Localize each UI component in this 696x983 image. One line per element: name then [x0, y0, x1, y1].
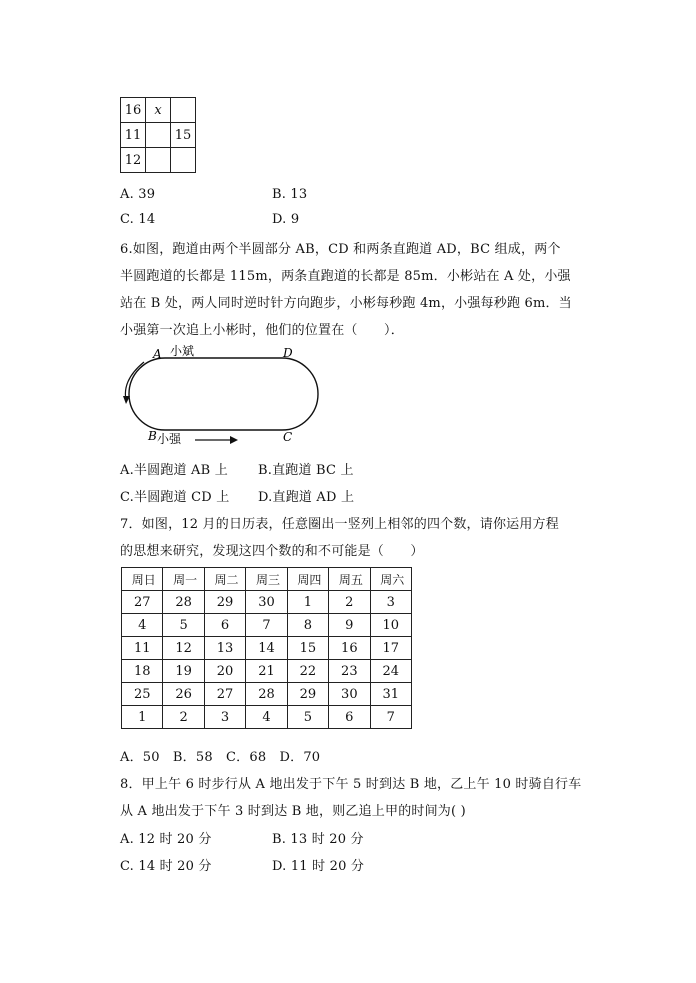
- calendar-day-cell: 25: [122, 683, 163, 706]
- calendar-day-cell: 7: [246, 614, 287, 637]
- track-figure: [110, 340, 330, 452]
- calendar-day-cell: 13: [204, 637, 245, 660]
- calendar-day-cell: 5: [163, 614, 204, 637]
- q8-line-1: 8．甲上午 6 时步行从 A 地出发于下午 5 时到达 B 地，乙上午 10 时骑自行车: [120, 777, 582, 792]
- calendar-day-cell: 2: [163, 706, 204, 729]
- calendar-day-cell: 9: [329, 614, 370, 637]
- calendar-day-cell: 17: [370, 637, 411, 660]
- calendar-day-cell: 15: [287, 637, 328, 660]
- magic-square-row: [121, 123, 196, 148]
- magic-square-body: [121, 98, 196, 173]
- right-arrowhead: [230, 436, 238, 444]
- calendar-day-cell: 29: [204, 591, 245, 614]
- q7-line-2: 的思想来研究，发现这四个数的和不可能是（ ）: [120, 544, 424, 559]
- runner-xiaobin-label: 小斌: [170, 344, 195, 358]
- q6-line-3: 站在 B 处，两人同时逆时针方向跑步，小彬每秒跑 4m，小强每秒跑 6m．当: [120, 296, 572, 311]
- calendar-day-cell: 30: [246, 591, 287, 614]
- calendar-day-cell: 4: [246, 706, 287, 729]
- calendar-weekday: 周二: [204, 568, 245, 591]
- calendar-day-cell: 18: [122, 660, 163, 683]
- magic-square-cell: 16: [121, 98, 146, 123]
- q6-option-b: B.直跑道 BC 上: [258, 463, 354, 478]
- q5-option-a: A. 39: [120, 187, 156, 202]
- calendar-weekday: 周日: [122, 568, 163, 591]
- calendar-day-cell: 1: [122, 706, 163, 729]
- q5-option-b: B. 13: [272, 187, 308, 202]
- calendar-day-cell: 11: [122, 637, 163, 660]
- calendar-day-cell: 3: [370, 591, 411, 614]
- calendar-week-row: [122, 637, 412, 660]
- point-c-label: C: [283, 430, 293, 444]
- calendar-day-cell: 21: [246, 660, 287, 683]
- calendar-day-cell: 28: [163, 591, 204, 614]
- magic-square-cell: 12: [121, 148, 146, 173]
- magic-square-row: [121, 148, 196, 173]
- magic-square-cell: [171, 148, 196, 173]
- calendar-weekday: 周六: [370, 568, 411, 591]
- calendar-day-cell: 14: [246, 637, 287, 660]
- calendar-weekday: 周一: [163, 568, 204, 591]
- calendar-week-row: [122, 591, 412, 614]
- december-calendar: [121, 567, 412, 729]
- calendar-weekday: 周三: [246, 568, 287, 591]
- calendar-week-row: [122, 706, 412, 729]
- magic-square-cell: 15: [171, 123, 196, 148]
- calendar-header: [122, 568, 412, 591]
- q8-option-b: B. 13 时 20 分: [272, 832, 364, 847]
- calendar-weekday: 周四: [287, 568, 328, 591]
- calendar-day-cell: 23: [329, 660, 370, 683]
- calendar-day-cell: 6: [329, 706, 370, 729]
- calendar-day-cell: 19: [163, 660, 204, 683]
- q7-line-1: 7．如图，12 月的日历表，任意圈出一竖列上相邻的四个数，请你运用方程: [120, 517, 559, 532]
- calendar-day-cell: 31: [370, 683, 411, 706]
- calendar-day-cell: 26: [163, 683, 204, 706]
- calendar-week-row: [122, 660, 412, 683]
- calendar-body: [122, 591, 412, 729]
- point-a-label: A: [153, 347, 162, 361]
- calendar-day-cell: 3: [204, 706, 245, 729]
- calendar-day-cell: 27: [204, 683, 245, 706]
- q7-options: A．50 B．58 C．68 D．70: [120, 750, 321, 765]
- calendar-day-cell: 5: [287, 706, 328, 729]
- q8-option-d: D. 11 时 20 分: [272, 859, 365, 874]
- calendar-week-row: [122, 614, 412, 637]
- calendar-day-cell: 16: [329, 637, 370, 660]
- magic-square-cell: x: [146, 98, 171, 123]
- calendar-day-cell: 20: [204, 660, 245, 683]
- q6-line-2: 半圆跑道的长都是 115m，两条直跑道的长都是 85m．小彬站在 A 处，小强: [120, 269, 571, 284]
- q5-option-c: C. 14: [120, 212, 156, 227]
- q8-line-2: 从 A 地出发于下午 3 时到达 B 地，则乙追上甲的时间为( ): [120, 804, 466, 819]
- runner-xiaoqiang-label: 小强: [157, 432, 182, 446]
- q6-option-c: C.半圆跑道 CD 上: [120, 490, 230, 505]
- magic-square-cell: 11: [121, 123, 146, 148]
- track-outline: [129, 358, 318, 430]
- point-d-label: D: [283, 346, 293, 360]
- magic-square-cell: [146, 148, 171, 173]
- q8-option-c: C. 14 时 20 分: [120, 859, 212, 874]
- calendar-day-cell: 27: [122, 591, 163, 614]
- calendar-day-cell: 7: [370, 706, 411, 729]
- q6-line-4: 小强第一次追上小彬时，他们的位置在（ ）．: [120, 323, 404, 338]
- calendar-day-cell: 10: [370, 614, 411, 637]
- q6-line-1: 6.如图，跑道由两个半圆部分 AB，CD 和两条直跑道 AD，BC 组成，两个: [120, 242, 561, 257]
- calendar-day-cell: 2: [329, 591, 370, 614]
- calendar-header-row: [122, 568, 412, 591]
- magic-square: [120, 97, 196, 173]
- calendar-weekday: 周五: [329, 568, 370, 591]
- calendar-day-cell: 29: [287, 683, 328, 706]
- magic-square-cell: [146, 123, 171, 148]
- calendar-day-cell: 22: [287, 660, 328, 683]
- q8-option-a: A. 12 时 20 分: [120, 832, 212, 847]
- calendar-day-cell: 1: [287, 591, 328, 614]
- calendar-week-row: [122, 683, 412, 706]
- calendar-day-cell: 28: [246, 683, 287, 706]
- calendar-day-cell: 6: [204, 614, 245, 637]
- calendar-day-cell: 8: [287, 614, 328, 637]
- calendar-day-cell: 30: [329, 683, 370, 706]
- magic-square-row: [121, 98, 196, 123]
- q6-option-a: A.半圆跑道 AB 上: [120, 463, 228, 478]
- magic-square-cell: [171, 98, 196, 123]
- q6-option-d: D.直跑道 AD 上: [258, 490, 355, 505]
- calendar-day-cell: 12: [163, 637, 204, 660]
- calendar-day-cell: 4: [122, 614, 163, 637]
- point-b-label: B: [148, 429, 157, 443]
- calendar-day-cell: 24: [370, 660, 411, 683]
- q5-option-d: D. 9: [272, 212, 300, 227]
